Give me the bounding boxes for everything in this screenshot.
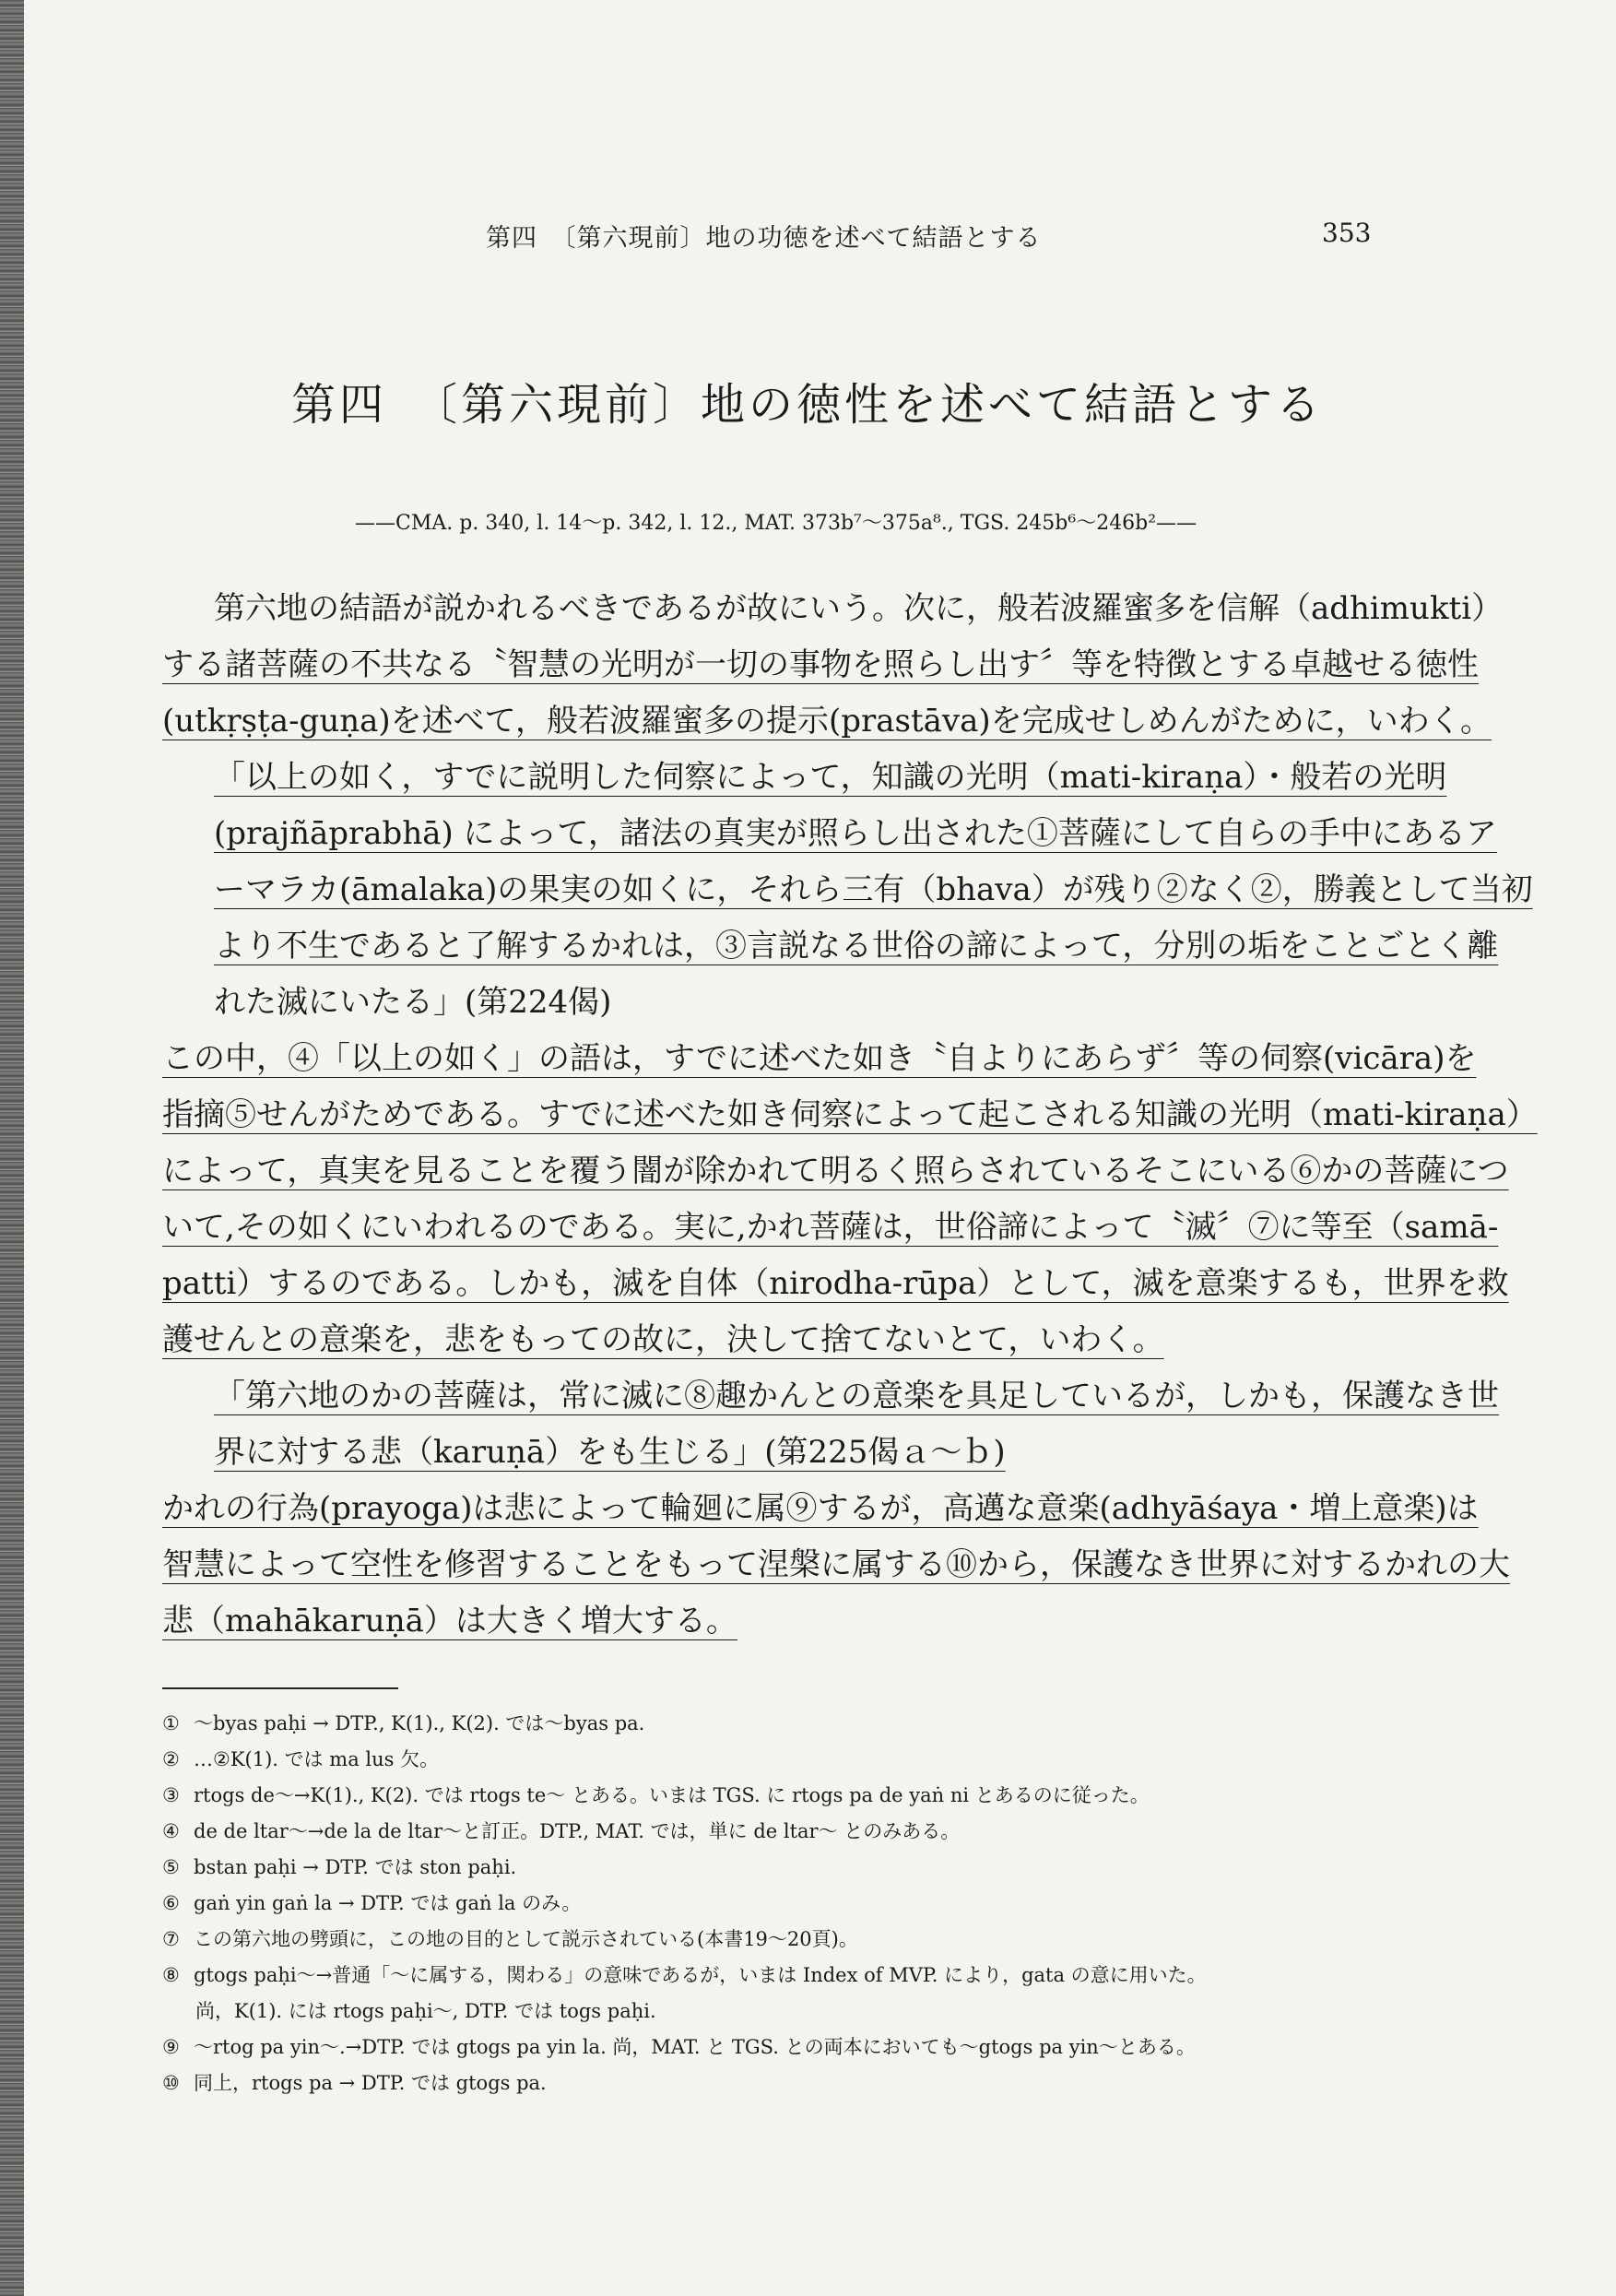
verse-line: 界に対する悲（karuṇā）をも生じる」(第225偈ａ〜ｂ) (214, 1434, 1006, 1471)
footnote-continuation (162, 1994, 1379, 2030)
footnote (162, 1886, 1379, 1922)
body-line: いて,その如くにいわれるのである。実に,かれ菩薩は，世俗諦によって〝滅〞⑦に等至（samā- (162, 1209, 1499, 1246)
footnote-number: ③ (162, 1784, 180, 1806)
footnote-text: rtogs de〜→K(1)., K(2). では rtogs te〜 とある。いまは TGS. に rtogs pa de yaṅ ni とあるのに従った。 (194, 1784, 1150, 1806)
body-line: によって，真実を見ることを覆う闇が除かれて明るく照らされているそこにいる⑥かの菩薩につ (162, 1153, 1509, 1189)
footnote (162, 2030, 1379, 2065)
verse-line: (prajñāprabhā) によって，諸法の真実が照らし出された①菩薩にして自らの手中にあるア (214, 815, 1497, 852)
verse-line: より不生であると了解するかれは，③言説なる世俗の諦によって，分別の垢をことごとく離 (214, 928, 1499, 965)
footnote-number: ⑥ (162, 1892, 180, 1914)
footnote (162, 1706, 1379, 1742)
footnote-number: ⑦ (162, 1928, 180, 1950)
footnote-number: ⑧ (162, 1964, 180, 1986)
verse-line: ーマラカ(āmalaka)の果実の如くに，それら三有（bhava）が残り②なく②，勝義として当初 (214, 871, 1533, 908)
footnote-text: gaṅ yin gaṅ la → DTP. では gaṅ la のみ。 (194, 1892, 582, 1914)
footnote-number: ⑩ (162, 2072, 180, 2094)
body-line: かれの行為(prayoga)は悲によって輪廻に属⑨するが，高邁な意楽(adhyāśaya・増上意楽)は (162, 1490, 1479, 1527)
body-line: (utkṛṣṭa-guṇa)を述べて，般若波羅蜜多の提示(prastāva)を完成せしめんがために，いわく。 (162, 703, 1492, 740)
verse-line: 「以上の如く，すでに説明した伺察によって，知識の光明（mati-kiraṇa）・般若の光明 (214, 759, 1447, 796)
chapter-title: 第四 〔第六現前〕地の徳性を述べて結語とする (291, 379, 1325, 431)
body-line: 護せんとの意楽を，悲をもっての故に，決して捨てないとて，いわく。 (162, 1321, 1164, 1358)
footnote-number: ④ (162, 1820, 180, 1842)
footnote (162, 1814, 1379, 1850)
footnote-text: 同上，rtogs pa → DTP. では gtogs pa. (194, 2072, 547, 2094)
body-line: 第六地の結語が説かれるべきであるが故にいう。次に，般若波羅蜜多を信解（adhimukti） (214, 590, 1504, 627)
footnote-text: bstan paḥi → DTP. では ston paḥi. (194, 1856, 517, 1878)
footnote (162, 1958, 1379, 1994)
footnote-text: 〜rtog pa yin〜.→DTP. では gtogs pa yin la. 尚，MAT. と TGS. との両本においても〜gtogs pa yin〜とある。 (194, 2036, 1196, 2058)
footnote (162, 1922, 1379, 1958)
body-line: この中，④「以上の如く」の語は，すでに述べた如き〝自よりにあらず〞等の伺察(vicāra)を (162, 1040, 1477, 1077)
running-head: 第四 〔第六現前〕地の功徳を述べて結語とする (486, 224, 1042, 253)
footnote-text: この第六地の劈頭に，この地の目的として説示されている(本書19〜20頁)。 (194, 1928, 858, 1950)
footnote-number: ⑤ (162, 1856, 180, 1878)
body-text (162, 581, 1538, 1650)
body-line: 悲（mahākaruṇā）は大きく増大する。 (162, 1603, 737, 1639)
footnote-number: ① (162, 1712, 180, 1734)
scan-edge-shadow (0, 0, 24, 2296)
verse-line: れた滅にいたる」(第224偈) (214, 984, 612, 1021)
footnote (162, 1850, 1379, 1886)
page-number: 353 (1322, 218, 1372, 248)
footnotes (162, 1687, 1379, 2101)
body-line: する諸菩薩の不共なる〝智慧の光明が一切の事物を照らし出す〞等を特徴とする卓越せる徳性 (162, 646, 1479, 683)
verse-line: 「第六地のかの菩薩は，常に滅に⑧趣かんとの意楽を具足しているが，しかも，保護なき世 (214, 1378, 1499, 1414)
body-line: 指摘⑤せんがためである。すでに述べた如き伺察によって起こされる知識の光明（mati-kiraṇa） (162, 1096, 1538, 1133)
footnote-text: de de ltar〜→de la de ltar〜と訂正。DTP., MAT. では，単に de ltar〜 とのみある。 (194, 1820, 961, 1842)
footnote-number: ⑨ (162, 2036, 180, 2058)
source-reference: ——CMA. p. 340, l. 14〜p. 342, l. 12., MAT. 373b⁷〜375a⁸., TGS. 245b⁶〜246b²—— (355, 512, 1197, 535)
body-line: 智慧によって空性を修習することをもって涅槃に属する⑩から，保護なき世界に対するかれの大 (162, 1546, 1510, 1583)
footnote-text: 〜byas paḥi → DTP., K(1)., K(2). では〜byas pa. (194, 1712, 645, 1734)
footnote (162, 1778, 1379, 1814)
footnote-number: ② (162, 1748, 180, 1770)
footnote-divider (162, 1687, 398, 1689)
footnote (162, 1742, 1379, 1778)
footnote-text: …②K(1). では ma lus 欠。 (194, 1748, 440, 1770)
footnote-text: 尚，K(1). には rtogs paḥi〜, DTP. では togs paḥi. (195, 2000, 656, 2022)
footnote-text: gtogs paḥi〜→普通「〜に属する，関わる」の意味であるが，いまは Index of MVP. により，gata の意に用いた。 (194, 1964, 1207, 1986)
body-line: patti）するのである。しかも，滅を自体（nirodha-rūpa）として，滅を意楽するも，世界を救 (162, 1265, 1509, 1302)
footnote (162, 2065, 1379, 2101)
